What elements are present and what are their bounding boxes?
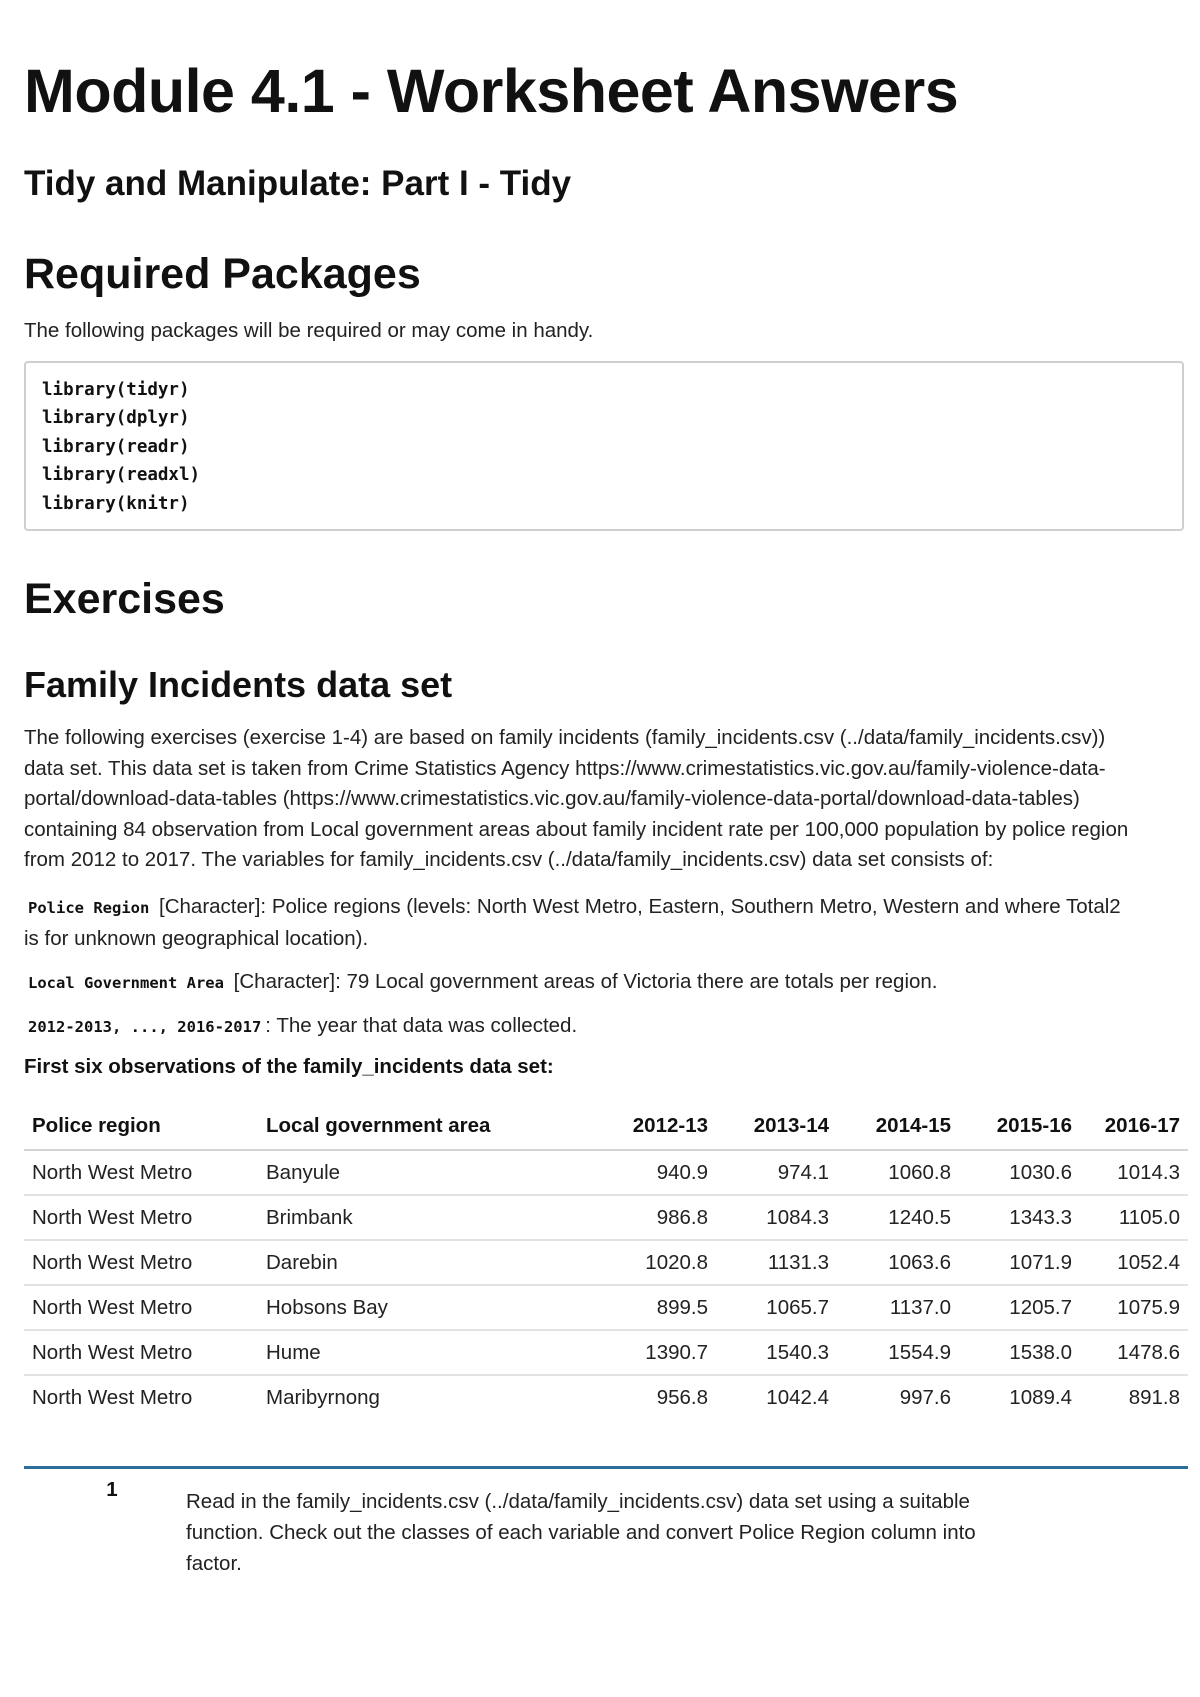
table-cell: North West Metro <box>24 1150 258 1195</box>
table-cell: 1390.7 <box>574 1330 716 1375</box>
table-cell: Darebin <box>258 1240 574 1285</box>
family-incidents-table <box>24 1103 1188 1420</box>
variable-police-region <box>24 892 1188 954</box>
section-divider <box>24 1466 1188 1469</box>
description-line: portal/download-data-tables (https://www.crimestatistics.vic.gov.au/family-violence-data-portal/download-data-tables) <box>24 787 1080 810</box>
table-cell: 1478.6 <box>1080 1330 1188 1375</box>
table-cell: 974.1 <box>716 1150 837 1195</box>
column-header: 2016-17 <box>1080 1103 1188 1150</box>
dataset-heading: Family Incidents data set <box>24 664 453 705</box>
table-cell: 1131.3 <box>716 1240 837 1285</box>
table-cell: 1343.3 <box>959 1195 1080 1240</box>
table-cell: North West Metro <box>32 1386 193 1409</box>
table-cell: 1030.6 <box>959 1150 1080 1195</box>
table-cell: 956.8 <box>656 1386 708 1409</box>
table-cell: 1071.9 <box>959 1240 1080 1285</box>
table-cell: North West Metro <box>24 1285 258 1330</box>
table-row <box>24 1375 1188 1420</box>
table-cell: Hobsons Bay <box>258 1285 574 1330</box>
table-cell: Maribyrnong <box>266 1386 380 1409</box>
table-cell: Brimbank <box>258 1195 574 1240</box>
required-packages-heading: Required Packages <box>24 250 421 298</box>
table-row <box>24 1240 1188 1285</box>
dataset-description <box>24 723 1188 876</box>
question-text <box>186 1486 1036 1579</box>
table-cell: 899.5 <box>574 1285 716 1330</box>
table-row <box>24 1330 1188 1375</box>
table-cell: 1075.9 <box>1080 1285 1188 1330</box>
exercises-heading: Exercises <box>24 575 225 623</box>
description-line: containing 84 observation from Local government areas about family incident rate per 100,000 population by police region <box>24 817 1129 841</box>
variable-name-code: Local Government Area <box>28 974 224 992</box>
table-cell: 1538.0 <box>959 1330 1080 1375</box>
table-cell: 1060.8 <box>837 1150 959 1195</box>
table-cell: 1105.0 <box>1080 1195 1188 1240</box>
variable-local-government-area <box>24 967 1188 999</box>
table-cell: 1065.7 <box>716 1285 837 1330</box>
table-cell: 1014.3 <box>1080 1150 1188 1195</box>
table-cell: 1540.3 <box>716 1330 837 1375</box>
table-header-row <box>24 1103 1188 1150</box>
column-header: 2014-15 <box>837 1103 959 1150</box>
variable-description: is for unknown geographical location). <box>24 926 369 950</box>
description-line: data set. This data set is taken from Crime Statistics Agency https://www.crimestatistics.vic.gov.au/family-violence-data- <box>24 756 1106 780</box>
code-line: library(dplyr) <box>42 408 190 428</box>
table-cell: 986.8 <box>574 1195 716 1240</box>
table-cell: 1554.9 <box>837 1330 959 1375</box>
description-line: from 2012 to 2017. The variables for family_incidents.csv (../data/family_incidents.csv) data set consists of: <box>24 848 994 871</box>
table-cell: North West Metro <box>24 1240 258 1285</box>
column-header: 2015-16 <box>959 1103 1080 1150</box>
table-row <box>24 1195 1188 1240</box>
question-line: Read in the family_incidents.csv (../data/family_incidents.csv) data set using a suitable <box>186 1490 970 1513</box>
variable-description: [Character]: Police regions (levels: North West Metro, Eastern, Southern Metro, Western and where Total2 <box>153 895 1121 918</box>
column-header: Local government area <box>258 1103 574 1150</box>
column-header: Police region <box>24 1103 258 1150</box>
table-cell: North West Metro <box>24 1195 258 1240</box>
column-header: 2013-14 <box>716 1103 837 1150</box>
table-row <box>24 1150 1188 1195</box>
code-line: library(knitr) <box>42 494 190 514</box>
variable-description: [Character]: 79 Local government areas of Victoria there are totals per region. <box>227 970 938 993</box>
table-cell: Banyule <box>258 1150 574 1195</box>
table-cell: 997.6 <box>899 1386 951 1409</box>
table-cell: 891.8 <box>1128 1386 1180 1409</box>
variable-name-code: 2012-2013, ..., 2016-2017 <box>28 1018 262 1036</box>
table-cell: 1205.7 <box>959 1285 1080 1330</box>
page-subtitle: Tidy and Manipulate: Part I - Tidy <box>24 164 572 203</box>
question-line: factor. <box>186 1552 242 1575</box>
variable-name-code: Police Region <box>28 899 150 917</box>
code-block[interactable] <box>24 361 1184 531</box>
table-cell: 1240.5 <box>837 1195 959 1240</box>
table-cell: 1042.4 <box>766 1386 829 1409</box>
code-line: library(tidyr) <box>42 380 190 400</box>
table-cell: 1137.0 <box>837 1285 959 1330</box>
code-line: library(readxl) <box>42 465 201 485</box>
page-title: Module 4.1 - Worksheet Answers <box>24 57 959 125</box>
table-cell: Hume <box>258 1330 574 1375</box>
question-number: 1 <box>106 1478 118 1501</box>
table-cell: 940.9 <box>574 1150 716 1195</box>
table-caption: First six observations of the family_incidents data set: <box>24 1055 554 1078</box>
variable-description: : The year that data was collected. <box>265 1014 578 1037</box>
table-cell: 1084.3 <box>716 1195 837 1240</box>
variable-years <box>24 1011 1188 1043</box>
required-packages-intro: The following packages will be required or may come in handy. <box>24 319 594 342</box>
table-cell: 1052.4 <box>1080 1240 1188 1285</box>
question-line: function. Check out the classes of each variable and convert Police Region column into <box>186 1521 976 1544</box>
code-line: library(readr) <box>42 437 190 457</box>
table-cell: North West Metro <box>24 1330 258 1375</box>
column-header: 2012-13 <box>574 1103 716 1150</box>
table-row <box>24 1285 1188 1330</box>
table-cell: 1020.8 <box>574 1240 716 1285</box>
description-line: The following exercises (exercise 1-4) are based on family incidents (family_incidents.csv (../data/family_incidents.csv)) <box>24 726 1106 749</box>
table-cell: 1089.4 <box>1009 1386 1072 1409</box>
table-cell: 1063.6 <box>837 1240 959 1285</box>
